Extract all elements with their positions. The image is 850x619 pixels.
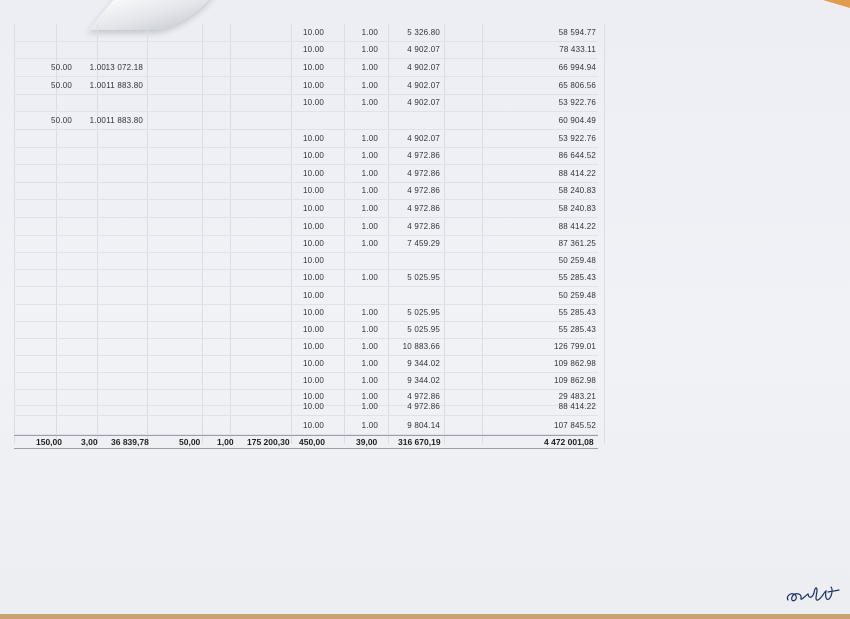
table-cell-qty1: 50.00 xyxy=(50,81,72,90)
table-cell-coef2: 1.00 xyxy=(361,134,378,143)
table-cell-coef2: 1.00 xyxy=(361,359,378,368)
grid-row-line xyxy=(14,164,598,165)
total-qty-b: 50,00 xyxy=(179,437,201,447)
table-cell-qty2: 10.00 xyxy=(302,325,324,334)
grid-column-line xyxy=(604,24,605,444)
table-cell-total: 53 922.76 xyxy=(558,98,596,107)
table-cell-coef2: 1.00 xyxy=(361,239,378,248)
table-cell-qty2: 10.00 xyxy=(302,308,324,317)
grid-row-line xyxy=(14,389,598,390)
table-cell-price2: 5 025.95 xyxy=(407,308,440,317)
table-cell-price1: 11 883.80 xyxy=(106,116,143,125)
grid-column-line xyxy=(291,24,292,444)
table-cell-qty2: 10.00 xyxy=(302,291,324,300)
table-cell-qty2: 10.00 xyxy=(302,273,324,282)
table-cell-total: 66 994.94 xyxy=(558,63,596,72)
table-cell-coef2: 1.00 xyxy=(361,308,378,317)
table-cell-coef2: 1.00 xyxy=(361,28,378,37)
table-cell-coef2: 1.00 xyxy=(361,186,378,195)
table-cell-total: 60 904.49 xyxy=(558,116,596,125)
table-cell-qty2: 10.00 xyxy=(302,222,324,231)
grid-row-line xyxy=(14,286,598,287)
table-cell-total: 58 240.83 xyxy=(558,186,596,195)
table-cell-price2: 7 459.29 xyxy=(407,239,440,248)
grid-column-line xyxy=(147,24,148,444)
table-cell-total: 86 644.52 xyxy=(558,151,596,160)
table-cell-qty2: 10.00 xyxy=(302,134,324,143)
table-cell-price2: 4 972.86 xyxy=(407,222,440,231)
table-cell-price2: 4 902.07 xyxy=(407,63,440,72)
table-cell-price2: 9 344.02 xyxy=(407,359,440,368)
table-cell-coef2: 1.00 xyxy=(361,402,378,411)
table-cell-coef2: 1.00 xyxy=(361,151,378,160)
table-cell-total: 88 414.22 xyxy=(558,402,596,411)
grid-column-line xyxy=(388,24,389,444)
table-cell-qty2: 10.00 xyxy=(302,45,324,54)
table-cell-qty2: 10.00 xyxy=(302,204,324,213)
table-cell-qty2: 10.00 xyxy=(302,28,324,37)
table-cell-total: 87 361.25 xyxy=(558,239,596,248)
table-cell-total: 126 799.01 xyxy=(553,342,596,351)
table-cell-qty2: 10.00 xyxy=(302,256,324,265)
table-cell-coef1: 1.00 xyxy=(89,63,106,72)
table-cell-total: 58 240.83 xyxy=(558,204,596,213)
table-cell-coef2: 1.00 xyxy=(361,81,378,90)
grid-row-line xyxy=(14,94,598,95)
grid-row-line xyxy=(14,252,598,253)
total-price-c: 316 670,19 xyxy=(398,437,441,447)
grid-column-line xyxy=(344,24,345,444)
total-price-b: 175 200,30 xyxy=(247,437,290,447)
table-cell-total: 107 845.52 xyxy=(553,421,596,430)
table-cell-qty2: 10.00 xyxy=(302,402,324,411)
grid-row-line xyxy=(14,217,598,218)
table-cell-qty2: 10.00 xyxy=(302,169,324,178)
table-cell-coef2: 1.00 xyxy=(361,63,378,72)
signature-icon xyxy=(784,583,840,607)
grid-column-line xyxy=(202,24,203,444)
table-cell-coef1: 1.00 xyxy=(89,116,106,125)
table-cell-total: 55 285.43 xyxy=(558,273,596,282)
table-cell-price2: 4 972.86 xyxy=(407,151,440,160)
grid-row-line xyxy=(14,182,598,183)
table-cell-total: 78 433.11 xyxy=(559,45,596,54)
total-coef-c: 39,00 xyxy=(356,437,378,447)
table-cell-qty1: 50.00 xyxy=(50,63,72,72)
grid-row-line xyxy=(14,76,598,77)
table-cell-coef2: 1.00 xyxy=(361,98,378,107)
table-cell-price2: 4 972.86 xyxy=(407,186,440,195)
table-cell-qty2: 10.00 xyxy=(302,151,324,160)
table-cell-qty2: 10.00 xyxy=(302,376,324,385)
table-cell-coef2: 1.00 xyxy=(361,392,378,401)
total-qty-a: 150,00 xyxy=(36,437,62,447)
grid-row-line xyxy=(14,355,598,356)
grid-row-line xyxy=(14,415,598,416)
table-cell-qty2: 10.00 xyxy=(302,63,324,72)
totals-row xyxy=(14,435,598,449)
grid-row-line xyxy=(14,58,598,59)
table-cell-qty2: 10.00 xyxy=(302,359,324,368)
total-qty-c: 450,00 xyxy=(299,437,325,447)
table-cell-price2: 5 025.95 xyxy=(407,273,440,282)
grid-row-line xyxy=(14,41,598,42)
table-cell-qty2: 10.00 xyxy=(302,81,324,90)
table-cell-coef2: 1.00 xyxy=(361,421,378,430)
table-cell-coef2: 1.00 xyxy=(361,222,378,231)
table-cell-total: 53 922.76 xyxy=(558,134,596,143)
table-cell-coef2: 1.00 xyxy=(361,204,378,213)
table-cell-price2: 4 902.07 xyxy=(407,98,440,107)
table-cell-total: 88 414.22 xyxy=(558,169,596,178)
table-cell-total: 65 806.56 xyxy=(558,81,596,90)
table-cell-coef2: 1.00 xyxy=(361,273,378,282)
grid-row-line xyxy=(14,338,598,339)
table-cell-price2: 4 972.86 xyxy=(407,392,440,401)
table-cell-price2: 4 902.07 xyxy=(407,45,440,54)
table-cell-price2: 5 326.80 xyxy=(407,28,440,37)
grid-row-line xyxy=(14,321,598,322)
table-cell-price2: 4 972.86 xyxy=(407,169,440,178)
table-cell-qty2: 10.00 xyxy=(302,98,324,107)
table-cell-coef2: 1.00 xyxy=(361,376,378,385)
table-cell-coef2: 1.00 xyxy=(361,45,378,54)
grid-column-line xyxy=(482,24,483,444)
grid-row-line xyxy=(14,235,598,236)
table-cell-coef1: 1.00 xyxy=(89,81,106,90)
table-cell-total: 29 483.21 xyxy=(558,392,596,401)
table-cell-price1: 11 883.80 xyxy=(106,81,143,90)
spreadsheet-table xyxy=(14,24,598,444)
total-coef-a: 3,00 xyxy=(81,437,98,447)
grid-row-line xyxy=(14,372,598,373)
table-cell-total: 55 285.43 xyxy=(558,325,596,334)
table-cell-qty2: 10.00 xyxy=(302,342,324,351)
grid-column-line xyxy=(230,24,231,444)
grid-row-line xyxy=(14,147,598,148)
table-cell-coef2: 1.00 xyxy=(361,325,378,334)
table-cell-price2: 5 025.95 xyxy=(407,325,440,334)
grid-row-line xyxy=(14,199,598,200)
table-cell-qty1: 50.00 xyxy=(50,116,72,125)
table-cell-coef2: 1.00 xyxy=(361,342,378,351)
grid-row-line xyxy=(14,269,598,270)
table-cell-price2: 9 344.02 xyxy=(407,376,440,385)
table-cell-qty2: 10.00 xyxy=(302,392,324,401)
table-cell-qty2: 10.00 xyxy=(302,421,324,430)
table-cell-total: 88 414.22 xyxy=(558,222,596,231)
grid-row-line xyxy=(14,304,598,305)
table-cell-price2: 9 804.14 xyxy=(407,421,440,430)
total-coef-b: 1,00 xyxy=(217,437,234,447)
table-cell-qty2: 10.00 xyxy=(302,186,324,195)
total-price-a: 36 839,78 xyxy=(111,437,149,447)
grid-row-line xyxy=(14,111,598,112)
table-cell-total: 50 259.48 xyxy=(558,256,596,265)
grid-column-line xyxy=(444,24,445,444)
table-cell-coef2: 1.00 xyxy=(361,169,378,178)
table-cell-total: 109 862.98 xyxy=(553,376,596,385)
grand-total: 4 472 001,08 xyxy=(544,437,594,447)
table-cell-price2: 4 902.07 xyxy=(407,134,440,143)
table-cell-price2: 4 972.86 xyxy=(407,402,440,411)
table-cell-qty2: 10.00 xyxy=(302,239,324,248)
table-cell-price2: 10 883.66 xyxy=(402,342,440,351)
table-cell-total: 55 285.43 xyxy=(558,308,596,317)
table-cell-total: 58 594.77 xyxy=(558,28,596,37)
table-cell-price2: 4 902.07 xyxy=(407,81,440,90)
table-cell-total: 109 862.98 xyxy=(553,359,596,368)
table-cell-total: 50 259.48 xyxy=(558,291,596,300)
grid-column-line xyxy=(14,24,15,444)
table-cell-price2: 4 972.86 xyxy=(407,204,440,213)
grid-row-line xyxy=(14,129,598,130)
table-cell-price1: 13 072.18 xyxy=(105,63,143,72)
